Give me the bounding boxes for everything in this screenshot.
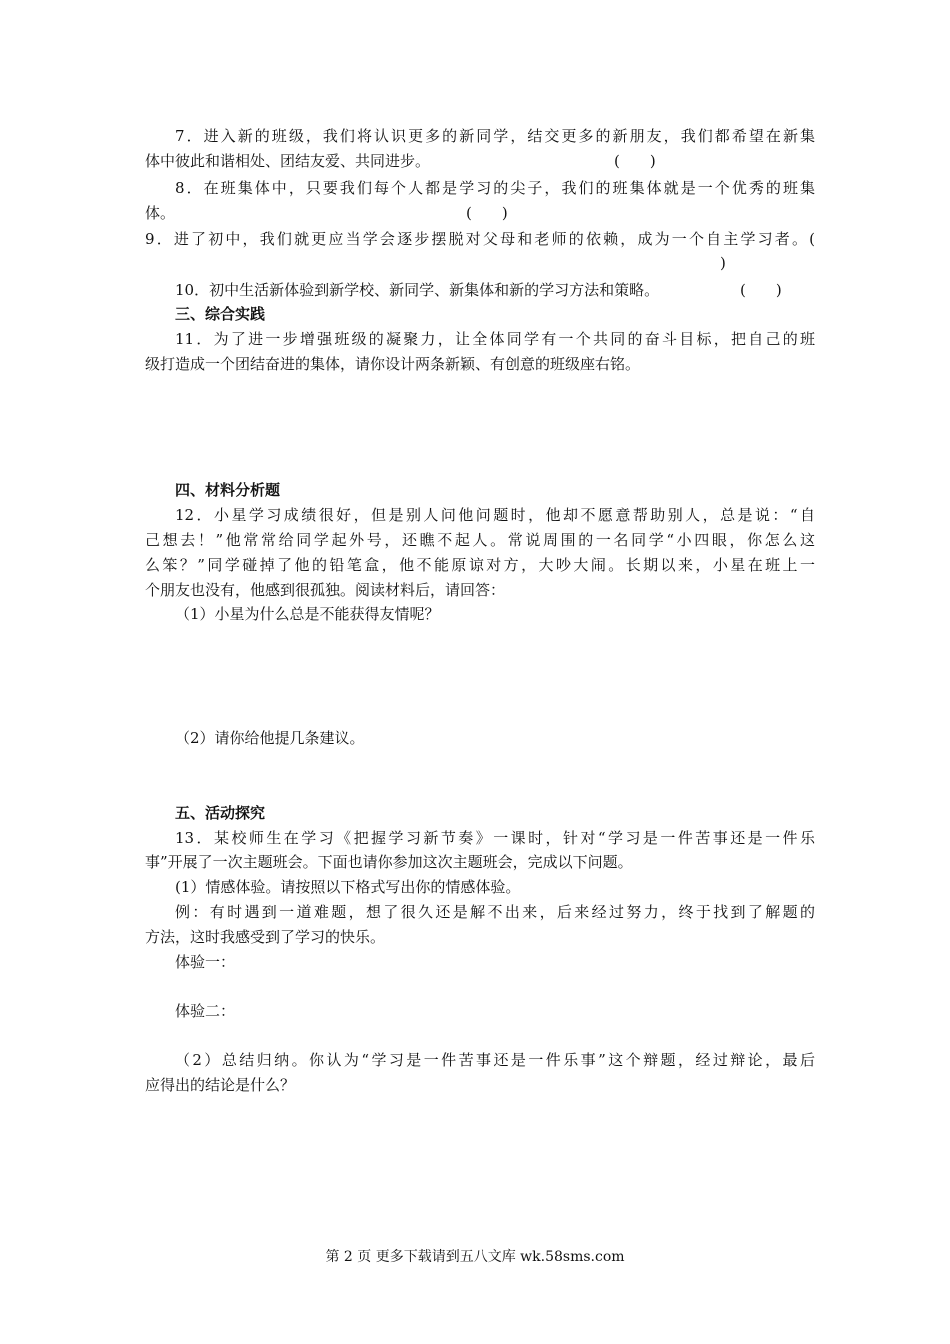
q8-answer-paren: ( )	[466, 204, 508, 222]
q9-line1: 9．进了初中，我们就更应当学会逐步摆脱对父母和老师的依赖，成为一个自主学习者。(	[145, 230, 815, 248]
q12-line1: 12．小星学习成绩很好，但是别人问他问题时，他却不愿意帮助别人，总是说：“自	[175, 506, 815, 524]
q12-sub2: （2）请你给他提几条建议。	[175, 729, 365, 747]
q13-experience2-label: 体验二：	[175, 1002, 236, 1020]
q12-line3: 么笨？”同学碰掉了他的铅笔盒，他不能原谅对方，大吵大闹。长期以来，小星在班上一	[145, 556, 815, 574]
q8-line1: 8．在班集体中，只要我们每个人都是学习的尖子，我们的班集体就是一个优秀的班集	[175, 179, 815, 197]
q7-line2: 体中彼此和谐相处、团结友爱、共同进步。	[145, 152, 431, 170]
q8-line2: 体。	[145, 204, 176, 222]
q13-example-line2: 方法，这时我感受到了学习的快乐。	[145, 928, 386, 946]
q12-line4: 个朋友也没有，他感到很孤独。阅读材料后，请回答：	[145, 581, 506, 599]
q10-text: 10．初中生活新体验到新学校、新同学、新集体和新的学习方法和策略。	[175, 281, 660, 299]
q11-line2: 级打造成一个团结奋进的集体，请你设计两条新颖、有创意的班级座右铭。	[145, 355, 641, 373]
section4-heading: 四、材料分析题	[175, 481, 281, 499]
q7-line1: 7．进入新的班级，我们将认识更多的新同学，结交更多的新朋友，我们都希望在新集	[175, 127, 815, 145]
q7-answer-paren: ( )	[614, 152, 656, 170]
q11-line1: 11．为了进一步增强班级的凝聚力，让全体同学有一个共同的奋斗目标，把自己的班	[175, 330, 815, 348]
q10-answer-paren: ( )	[740, 281, 782, 299]
section3-heading: 三、综合实践	[175, 305, 266, 323]
q12-sub1: （1）小星为什么总是不能获得友情呢？	[175, 605, 440, 623]
section5-heading: 五、活动探究	[175, 804, 266, 822]
q12-line2: 己想去！”他常常给同学起外号，还瞧不起人。常说周围的一名同学“小四眼，你怎么这	[145, 531, 815, 549]
q13-sub1: (1）情感体验。请按照以下格式写出你的情感体验。	[175, 878, 521, 896]
q13-sub2-line1: （2）总结归纳。你认为“学习是一件苦事还是一件乐事”这个辩题，经过辩论，最后	[175, 1051, 815, 1069]
page-footer: 第 2 页 更多下载请到五八文库 wk.58sms.com	[325, 1249, 625, 1265]
q9-answer-close: )	[720, 254, 726, 272]
q13-example-line1: 例：有时遇到一道难题，想了很久还是解不出来，后来经过努力，终于找到了解题的	[175, 903, 815, 921]
q13-line2: 事”开展了一次主题班会。下面也请你参加这次主题班会，完成以下问题。	[145, 853, 633, 871]
q13-line1: 13．某校师生在学习《把握学习新节奏》一课时，针对“学习是一件苦事还是一件乐	[175, 829, 815, 847]
q13-sub2-line2: 应得出的结论是什么？	[145, 1076, 296, 1094]
q13-experience1-label: 体验一：	[175, 953, 236, 971]
